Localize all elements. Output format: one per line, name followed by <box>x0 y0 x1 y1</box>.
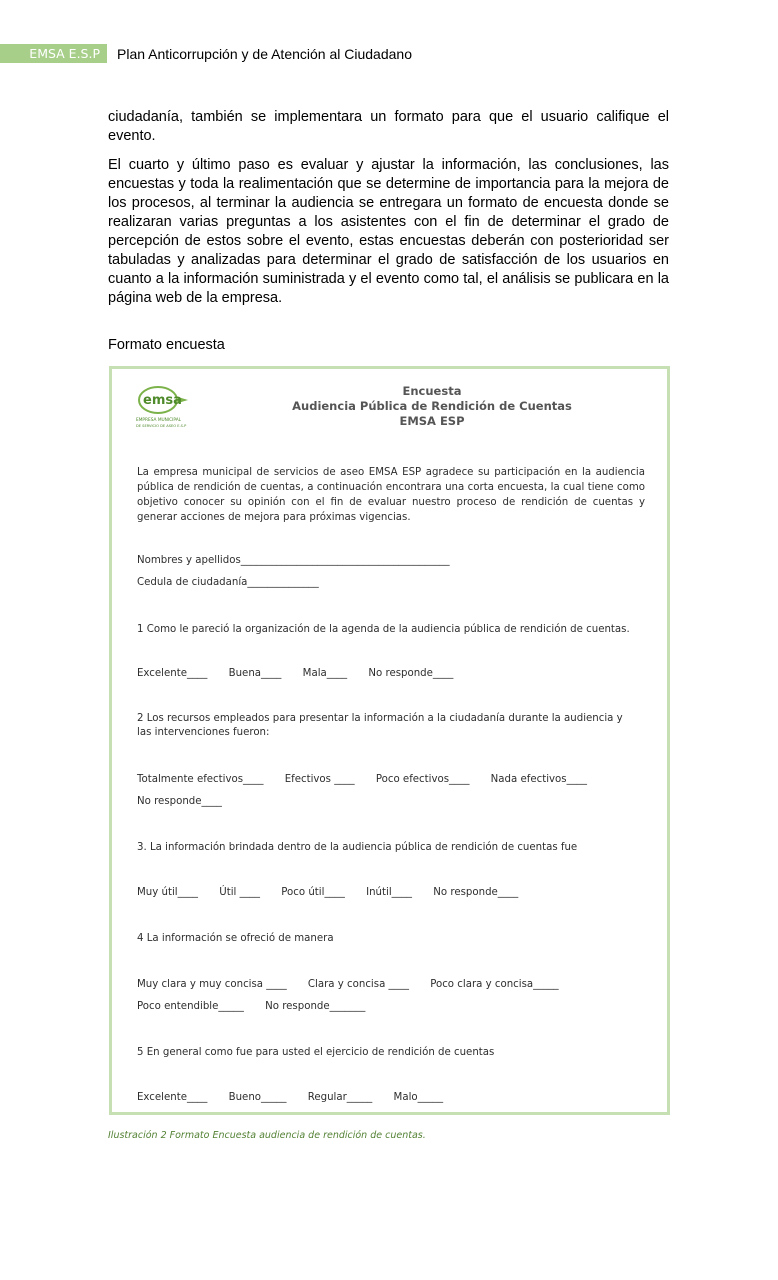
q3-option: Útil ____ <box>219 887 260 898</box>
q2-option: Nada efectivos____ <box>490 774 587 785</box>
body-paragraph-2: El cuarto y último paso es evaluar y ajustar la información, las conclusiones, las encuestas y toda la realimentación que se determine de importancia para la mejora de los procesos, al terminar la audiencia se entregara un formato de encuesta donde se realizaran varias preguntas a los asistentes con el fin de determinar el grado de percepción de estos sobre el evento, estas encuestas deberán con posterioridad ser tabuladas y analizadas para determinar el grado de satisfacción de los usuarios en cuanto a la información suministrada y el evento como tal, el análisis se publicara en la página web de la empresa. <box>108 157 669 306</box>
figure-caption: Ilustración 2 Formato Encuesta audiencia de rendición de cuentas. <box>108 1130 426 1141</box>
q2-option: No responde____ <box>137 796 222 807</box>
survey-subtitle: Audiencia Pública de Rendición de Cuentas <box>292 399 572 413</box>
logo-subtext-2: DE SERVICIO DE ASEO E.S.P <box>136 424 187 428</box>
body-paragraph-1: ciudadanía, también se implementara un formato para que el usuario califique el evento. <box>108 109 669 144</box>
question-3: 3. La información brindada dentro de la audiencia pública de rendición de cuentas fue <box>137 842 578 853</box>
question-3-options <box>137 885 536 900</box>
q3-option: Inútil____ <box>366 887 413 898</box>
survey-intro: La empresa municipal de servicios de aseo EMSA ESP agradece su participación en la audiencia pública de rendición de cuentas, a continuación encontrara una corta encuesta, la cual tiene como objetivo conocer su opinión con el fin de evaluar nuestro proceso de rendición de cuentas y generar acciones de mejora para próximas vigencias. <box>137 467 645 523</box>
question-2-line-1: 2 Los recursos empleados para presentar la información a la ciudadanía durante la audiencia y <box>137 713 623 724</box>
q3-option: Muy útil____ <box>137 887 199 898</box>
q2-option: Totalmente efectivos____ <box>137 774 264 785</box>
question-4-options-row-2 <box>137 999 383 1014</box>
question-4-options <box>137 977 577 992</box>
q1-option: Excelente____ <box>137 668 208 679</box>
survey-title: Encuesta <box>402 384 462 398</box>
q4-option: Clara y concisa ____ <box>307 979 409 990</box>
name-field: Nombres y apellidos_________________________________________ <box>137 555 450 566</box>
q5-option: Excelente____ <box>137 1092 208 1103</box>
q4-option: No responde_______ <box>265 1001 366 1012</box>
header-document-title: Plan Anticorrupción y de Atención al Ciudadano <box>117 46 412 62</box>
format-label: Formato encuesta <box>108 337 225 353</box>
q2-option: Efectivos ____ <box>284 774 355 785</box>
q5-option: Malo_____ <box>393 1092 444 1103</box>
id-field: Cedula de ciudadanía______________ <box>137 577 319 588</box>
question-1: 1 Como le pareció la organización de la agenda de la audiencia pública de rendición de cuentas. <box>137 624 630 635</box>
question-5: 5 En general como fue para usted el ejercicio de rendición de cuentas <box>137 1047 495 1058</box>
q5-option: Bueno_____ <box>228 1092 287 1103</box>
question-5-options <box>137 1090 461 1105</box>
q4-option: Muy clara y muy concisa ____ <box>137 979 287 990</box>
survey-company: EMSA ESP <box>399 414 465 428</box>
logo-wordmark: emsa <box>143 393 182 408</box>
q4-option: Poco entendible_____ <box>137 1001 244 1012</box>
question-4: 4 La información se ofreció de manera <box>137 933 334 944</box>
q1-option: Buena____ <box>228 668 282 679</box>
question-2-options-row-2 <box>137 794 240 809</box>
survey-figure <box>109 366 670 1115</box>
question-1-options <box>137 666 471 681</box>
question-2-options <box>137 772 605 787</box>
q2-option: Poco efectivos____ <box>375 774 470 785</box>
q3-option: No responde____ <box>433 887 519 898</box>
q1-option: Mala____ <box>302 668 348 679</box>
q4-option: Poco clara y concisa_____ <box>430 979 559 990</box>
q5-option: Regular_____ <box>307 1092 373 1103</box>
survey-form <box>112 369 667 1112</box>
logo-subtext-1: EMPRESA MUNICIPAL <box>136 418 182 423</box>
q1-option: No responde____ <box>368 668 454 679</box>
question-2-line-2: las intervenciones fueron: <box>137 727 270 738</box>
emsa-logo <box>134 383 194 431</box>
header-company-tag: EMSA E.S.P <box>0 44 107 63</box>
q3-option: Poco útil____ <box>281 887 345 898</box>
